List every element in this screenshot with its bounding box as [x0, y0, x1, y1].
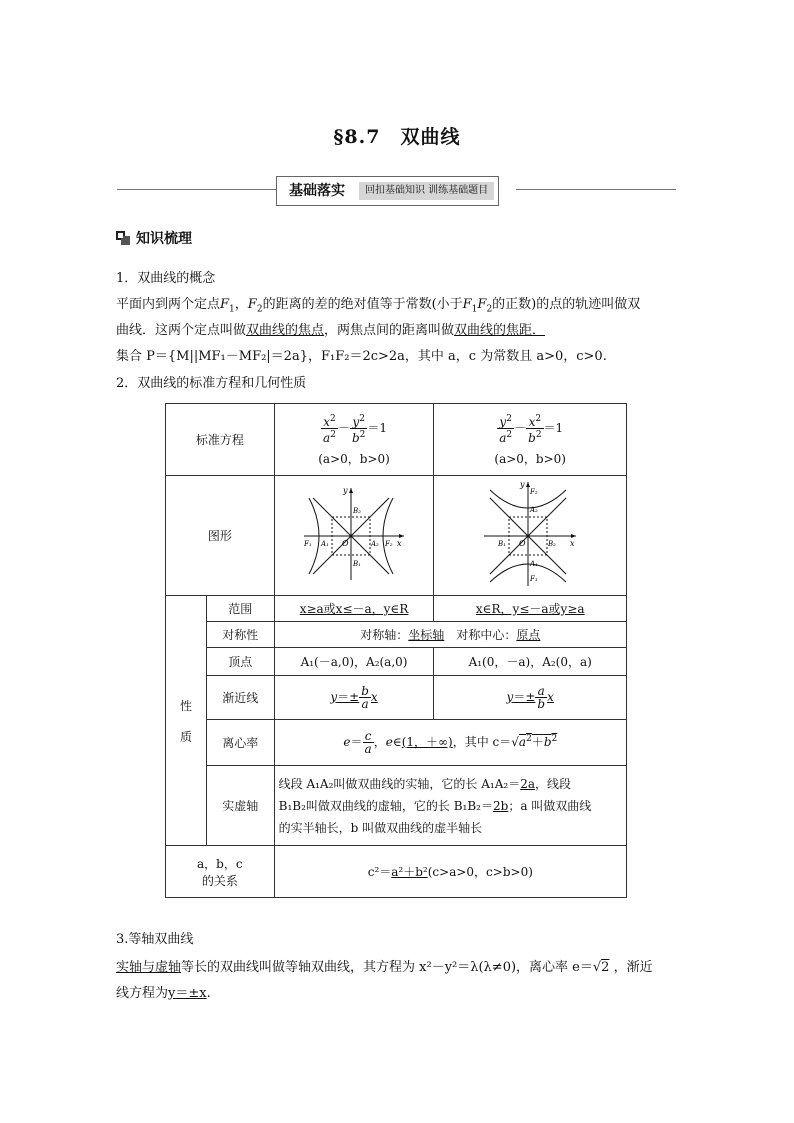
- asymptote-1: y＝± $\frac{b}{a}$ x: [274, 676, 434, 720]
- row-label-relation: a，b，c 的关系: [166, 846, 275, 898]
- vertex-2: A₁(0，－a)，A₂(0，a): [434, 648, 627, 676]
- row-label-range: 范围: [206, 596, 274, 622]
- banner-rule-right: [516, 189, 676, 190]
- banner-main-label: 基础落实: [289, 183, 345, 199]
- eccentricity-value: e＝ $\frac{c}{a}$ ，e∈(1，＋∞)，其中 $c=√a^2+b^2$: [274, 720, 626, 766]
- table-row: [166, 648, 627, 676]
- svg-text:A₂: A₂: [371, 540, 379, 548]
- graph-vertical: [434, 476, 627, 596]
- table-row: [166, 846, 627, 898]
- row-label-asymptote: 渐近线: [206, 676, 274, 720]
- s1-line2: 曲线．这两个定点叫做双曲线的焦点，两焦点间的距离叫做双曲线的焦距．: [116, 323, 546, 338]
- section-banner: [276, 176, 499, 206]
- vertex-1: A₁(－a,0)，A₂(a,0): [274, 648, 434, 676]
- std-eq-1: $\frac{x^2}{a^2}$ － $\frac{y^2}{b^2}$ ＝1 (a>0，b>0): [274, 404, 434, 476]
- table-row: [166, 476, 627, 596]
- props-label: 性 质: [166, 596, 207, 846]
- svg-text:F₁: F₁: [304, 540, 312, 548]
- banner-rule-left: [117, 189, 276, 190]
- svg-text:O: O: [519, 539, 526, 548]
- row-label-vertex: 顶点: [206, 648, 274, 676]
- svg-text:A₁: A₁: [321, 540, 329, 548]
- s1-line1: 平面内到两个定点$F_1$，$F_2$的距离的差的绝对值等于常数(小于$F_1F_2$的正数)的点的轨迹叫做双: [116, 297, 641, 315]
- foci-term: 双曲线的焦点: [246, 323, 325, 338]
- row-label-eccentricity: 离心率: [206, 720, 274, 766]
- section-heading: [116, 228, 192, 248]
- s2-heading: 2．双曲线的标准方程和几何性质: [116, 376, 307, 391]
- banner-sub-label: 回扣基础知识 训练基础题目: [359, 182, 494, 200]
- row-label-graph: 图形: [166, 476, 275, 596]
- table-row: [166, 676, 627, 720]
- section-square-icon: [116, 231, 130, 245]
- svg-text:F₂: F₂: [385, 540, 393, 548]
- s3-line2: 线方程为y＝±x.: [116, 986, 211, 1001]
- page-title: §8.7 双曲线: [333, 126, 461, 148]
- graph-horizontal: [274, 476, 434, 596]
- properties-table: [165, 403, 627, 898]
- s1-line3: 集合 P＝{M||MF₁－MF₂|＝2a}，F₁F₂＝2c>2a，其中 a，c 为常数且 a>0，c>0.: [116, 349, 607, 364]
- svg-text:A₂: A₂: [530, 506, 539, 514]
- s3-line1: 实轴与虚轴等长的双曲线叫做等轴双曲线，其方程为 x²－y²＝λ(λ≠0)，离心率 e＝√2 ，渐近: [116, 960, 653, 975]
- range-1: x≥a或x≤－a，y∈R: [274, 596, 434, 622]
- table-row: [166, 720, 627, 766]
- table-row: [166, 404, 627, 476]
- svg-text:y: y: [343, 486, 348, 495]
- row-label-std: 标准方程: [166, 404, 275, 476]
- std-eq-2: $\frac{y^2}{a^2}$ － $\frac{x^2}{b^2}$ ＝1 (a>0，b>0): [434, 404, 627, 476]
- hyperbola-vertical-graph: [480, 478, 580, 590]
- row-label-axes: 实虚轴: [206, 766, 274, 846]
- hyperbola-horizontal-graph: [299, 484, 409, 584]
- svg-text:B₂: B₂: [548, 540, 557, 548]
- svg-text:B₁: B₁: [353, 560, 361, 568]
- relation-value: c²＝a²＋b²(c>a>0，c>b>0): [274, 846, 626, 898]
- table-row: [166, 766, 627, 846]
- table-row: [166, 596, 627, 622]
- svg-text:x: x: [570, 539, 575, 548]
- svg-text:F₂: F₂: [530, 488, 538, 496]
- svg-text:x: x: [397, 539, 402, 548]
- s3-heading: 3.等轴双曲线: [116, 932, 194, 947]
- svg-text:F₁: F₁: [530, 575, 538, 583]
- symmetry-value: 对称轴：坐标轴 对称中心：原点: [274, 622, 626, 648]
- svg-text:O: O: [342, 539, 349, 548]
- svg-text:B₂: B₂: [353, 507, 361, 515]
- svg-text:A₁: A₁: [530, 560, 539, 568]
- s1-heading: 1．双曲线的概念: [116, 271, 216, 286]
- focal-distance-term: 双曲线的焦距．: [454, 323, 546, 338]
- asymptote-2: y＝± $\frac{a}{b}$ x: [434, 676, 627, 720]
- axes-value: 线段 A₁A₂叫做双曲线的实轴，它的长 A₁A₂＝2a，线段 B₁B₂叫做双曲线的虚轴，它的长 B₁B₂＝2b；a 叫做双曲线 的实半轴长，b 叫做双曲线的虚半轴长: [274, 766, 626, 846]
- row-label-symmetry: 对称性: [206, 622, 274, 648]
- range-2: x∈R，y≤－a或y≥a: [434, 596, 627, 622]
- svg-text:y: y: [520, 480, 525, 489]
- section-label: 知识梳理: [136, 231, 192, 247]
- svg-text:B₁: B₁: [498, 540, 507, 548]
- table-row: [166, 622, 627, 648]
